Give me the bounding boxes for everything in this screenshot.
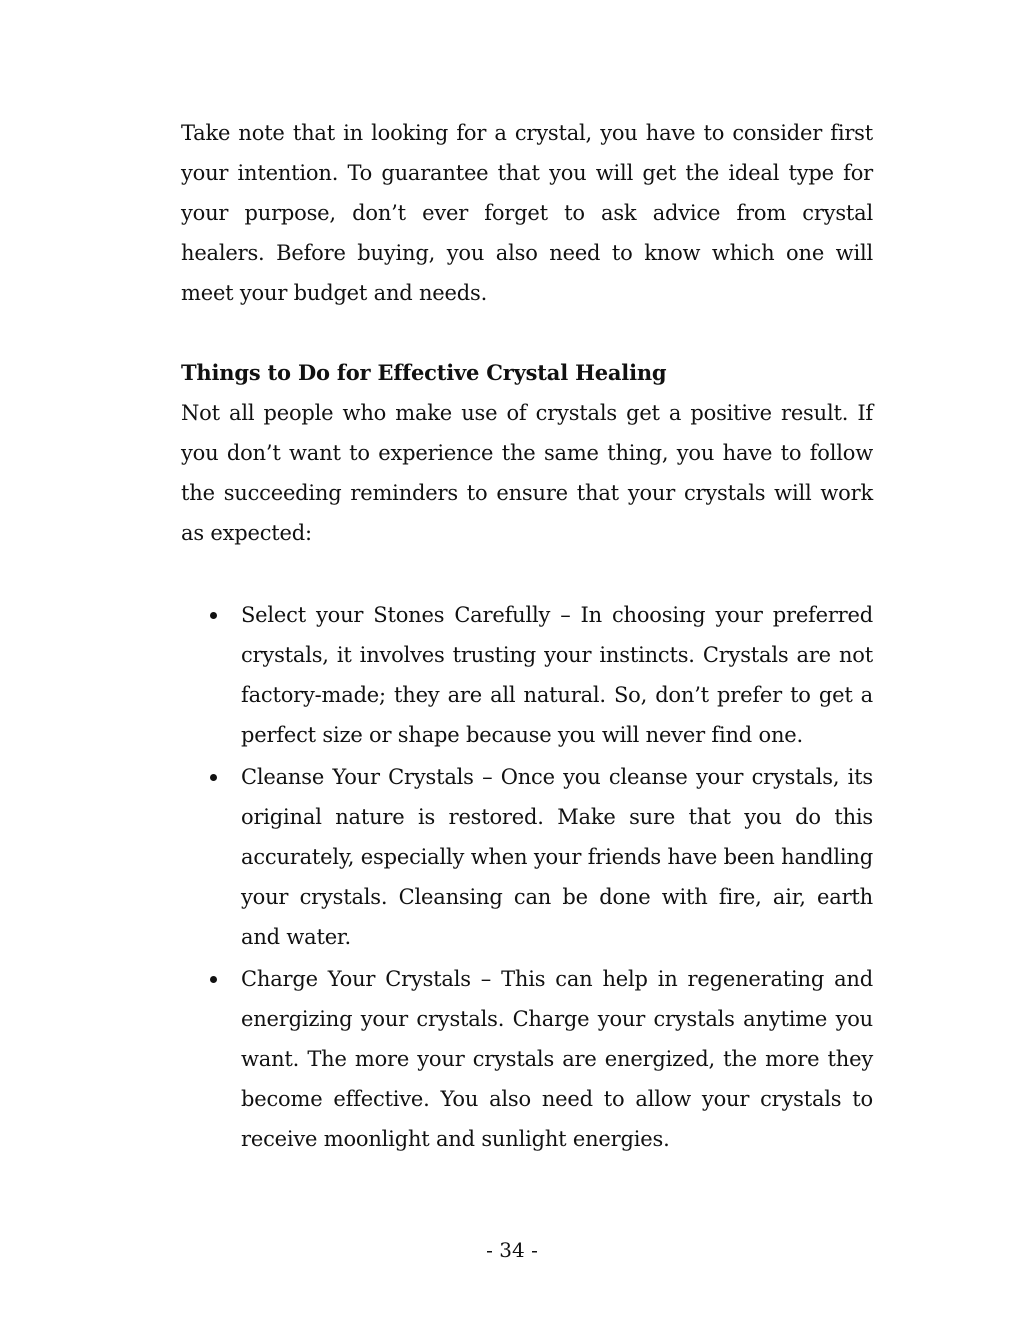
section-heading: Things to Do for Effective Crystal Healing (181, 360, 667, 385)
bullet-icon (210, 612, 217, 619)
list-item-text: Charge Your Crystals – This can help in regenerating and energizing your crystals. Charge your crystals anytime you want. The more your crystals are energized, the more they become effective. You also need to allow your crystals to receive moonlight and sunlight energies. (241, 967, 873, 1151)
list-item (181, 959, 873, 1159)
reminder-list (181, 595, 873, 1159)
section-paragraph: Not all people who make use of crystals get a positive result. If you don’t want to experience the same thing, you have to follow the succeeding reminders to ensure that your crystals will work as expected: (181, 401, 873, 545)
intro-paragraph: Take note that in looking for a crystal, you have to consider first your intention. To guarantee that you will get the ideal type for your purpose, don’t ever forget to ask advice from crystal healers. Before buying, you also need to know which one will meet your budget and needs. (181, 121, 873, 305)
page-content (181, 113, 873, 1161)
bullet-icon (210, 976, 217, 983)
list-item (181, 595, 873, 755)
list-item-text: Select your Stones Carefully – In choosing your preferred crystals, it involves trusting your instincts. Crystals are not factory-made; they are all natural. So, don’t prefer to get a perfect size or shape because you will never find one. (241, 603, 873, 747)
list-item (181, 757, 873, 957)
page-number: - 34 - (486, 1238, 538, 1262)
list-item-text: Cleanse Your Crystals – Once you cleanse your crystals, its original nature is restored. Make sure that you do this accurately, especially when your friends have been handling your crystals. Cleansing can be done with fire, air, earth and water. (241, 765, 873, 949)
bullet-icon (210, 774, 217, 781)
